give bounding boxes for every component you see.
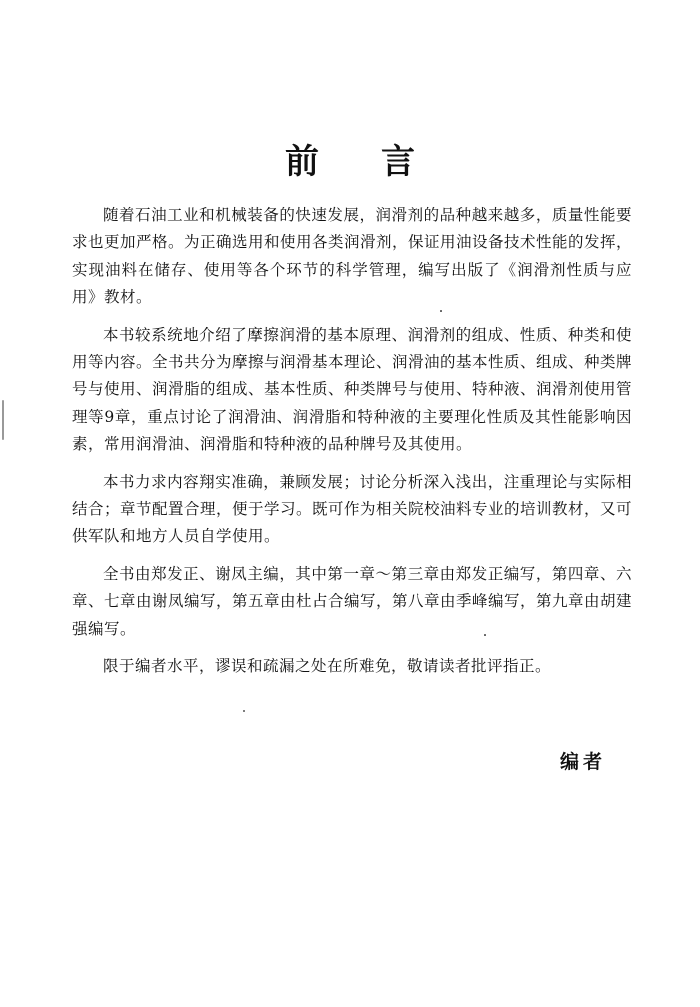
paragraph-1: 随着石油工业和机械装备的快速发展，润滑剂的品种越来越多，质量性能要求也更加严格。为正确选用和使用各类润滑剂，保证用油设备技术性能的发挥，实现油料在储存、使用等各个环节的科学管理，编写出版了《润滑剂性质与应用》教材。 (72, 206, 633, 307)
paragraph-3: 本书力求内容翔实准确，兼顾发展；讨论分析深入浅出，注重理论与实际相结合；章节配置合理，便于学习。既可作为相关院校油料专业的培训教材，又可供军队和地方人员自学使用。 (72, 472, 633, 546)
scan-speck (2, 400, 4, 440)
signature: 编者 (559, 751, 606, 773)
scan-speck (440, 310, 442, 312)
scan-speck (484, 634, 486, 636)
scan-speck (243, 710, 245, 712)
paragraph-4: 全书由郑发正、谢凤主编，其中第一章～第三章由郑发正编写，第四章、六章、七章由谢凤编写，第五章由杜占合编写，第八章由季峰编写，第九章由胡建强编写。 (72, 564, 633, 638)
paragraph-5: 限于编者水平，谬误和疏漏之处在所难免，敬请读者批评指正。 (103, 657, 552, 676)
preface-body (72, 202, 632, 681)
page-title: 前言 (285, 142, 477, 182)
paragraph-2: 本书较系统地介绍了摩擦润滑的基本原理、润滑剂的组成、性质、种类和使用等内容。全书共分为摩擦与润滑基本理论、润滑油的基本性质、组成、种类牌号与使用、润滑脂的组成、基本性质、种类牌号与使用、特种液、润滑剂使用管理等9章，重点讨论了润滑油、润滑脂和特种液的主要理化性质及其性能影响因素，常用润滑油、润滑脂和特种液的品种牌号及其使用。 (72, 325, 633, 454)
